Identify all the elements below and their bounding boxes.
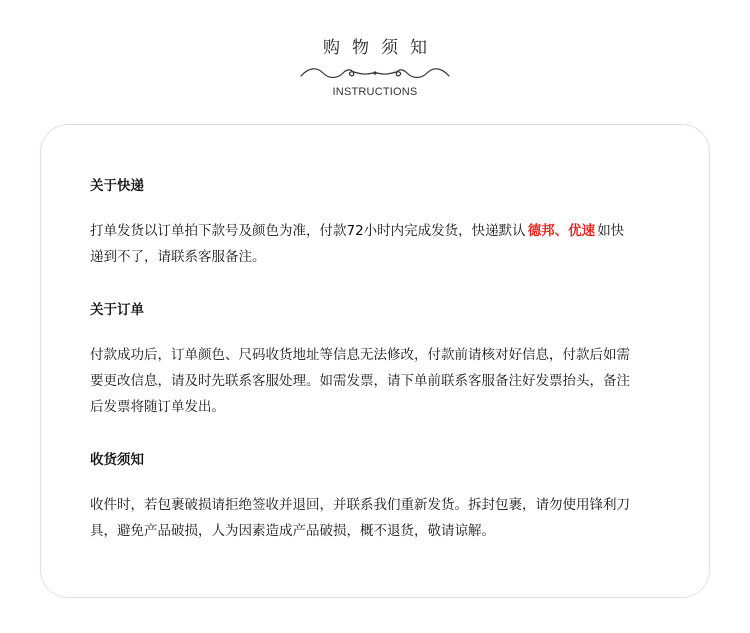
page-title: 购物须知 <box>323 38 439 58</box>
page-subtitle: INSTRUCTIONS <box>332 86 418 98</box>
swirl-divider-icon <box>299 63 451 83</box>
paragraph-line <box>90 218 660 244</box>
section-paragraph-receiving <box>90 492 660 544</box>
paragraph-line: 付款成功后，订单颜色、尺码收货地址等信息无法修改，付款前请核对好信息，付款后如需 <box>90 347 630 363</box>
section-heading-receiving: 收货须知 <box>90 452 144 468</box>
text-segment: 打单发货以订单拍下款号及颜色为准，付款72小时内完成发货，快递默认 <box>90 223 526 239</box>
section-paragraph-orders <box>90 342 660 420</box>
page-header <box>0 0 750 110</box>
paragraph-line: 递到不了，请联系客服备注。 <box>90 249 266 265</box>
section-paragraph-shipping <box>90 218 660 270</box>
courier-highlight: 德邦、优速 <box>527 223 596 239</box>
paragraph-line: 收件时，若包裹破损请拒绝签收并退回，并联系我们重新发货。拆封包裹，请勿使用锋利刀 <box>90 497 630 513</box>
paragraph-line: 要更改信息，请及时先联系客服处理。如需发票，请下单前联系客服备注好发票抬头，备注 <box>90 373 630 389</box>
section-heading-orders: 关于订单 <box>90 302 144 318</box>
paragraph-line: 具，避免产品破损，人为因素造成产品破损，概不退货，敬请谅解。 <box>90 523 495 539</box>
text-segment: 如快 <box>597 223 625 239</box>
section-heading-shipping: 关于快递 <box>90 178 144 194</box>
paragraph-line: 后发票将随订单发出。 <box>90 399 225 415</box>
